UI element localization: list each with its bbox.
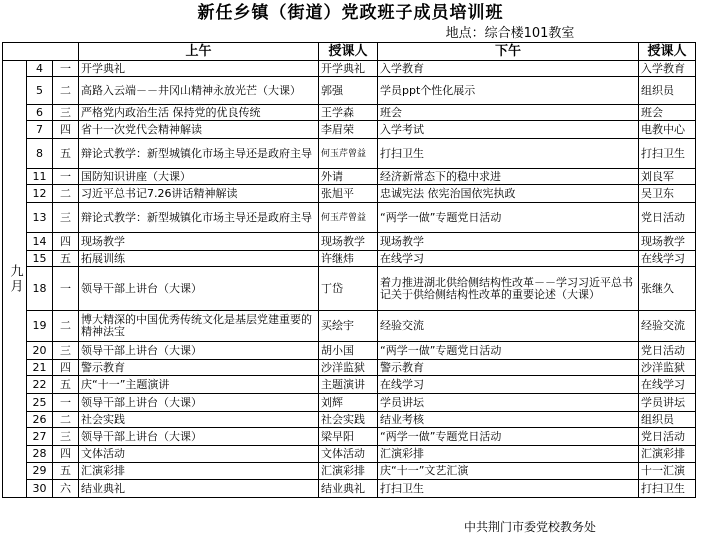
weekday-cell: 一	[53, 169, 79, 185]
am-teacher-cell: 李眉荣	[319, 121, 378, 139]
pm-course-cell: 打扫卫生	[378, 480, 639, 498]
weekday-cell: 一	[53, 394, 79, 412]
pm-teacher-cell: 张继久	[639, 267, 696, 311]
table-row	[3, 233, 696, 251]
table-row	[3, 412, 696, 428]
am-teacher-cell: 汇演彩排	[319, 463, 378, 480]
pm-teacher-cell: 学员讲坛	[639, 394, 696, 412]
pm-course-cell: 现场教学	[378, 233, 639, 251]
am-course-cell: 高路入云端－－井冈山精神永放光芒（大课）	[79, 77, 319, 105]
am-course-cell: 国防知识讲座（大课）	[79, 169, 319, 185]
am-course-cell: 领导干部上讲台（大课）	[79, 342, 319, 360]
pm-course-cell: 忠诚宪法 依宪治国依宪执政	[378, 185, 639, 203]
header-pm: 下午	[378, 43, 639, 61]
weekday-cell: 二	[53, 311, 79, 342]
day-cell: 13	[27, 203, 53, 233]
pm-course-cell: 经验交流	[378, 311, 639, 342]
table-row	[3, 394, 696, 412]
am-teacher-cell: 社会实践	[319, 412, 378, 428]
table-row	[3, 376, 696, 394]
pm-teacher-cell: 党日活动	[639, 428, 696, 446]
weekday-cell: 三	[53, 105, 79, 121]
header-row	[3, 43, 696, 61]
am-teacher-cell: 结业典礼	[319, 480, 378, 498]
pm-course-cell: 汇演彩排	[378, 446, 639, 463]
schedule-table	[2, 42, 696, 498]
table-row	[3, 360, 696, 376]
table-row	[3, 139, 696, 169]
pm-teacher-cell: 组织员	[639, 77, 696, 105]
weekday-cell: 二	[53, 77, 79, 105]
day-cell: 27	[27, 428, 53, 446]
weekday-cell: 五	[53, 376, 79, 394]
am-course-cell: 严格党内政治生活 保持党的优良传统	[79, 105, 319, 121]
day-cell: 8	[27, 139, 53, 169]
pm-teacher-cell: 班会	[639, 105, 696, 121]
am-teacher-cell: 文体活动	[319, 446, 378, 463]
pm-teacher-cell: 现场教学	[639, 233, 696, 251]
month-cell: 九月	[3, 61, 27, 498]
table-row	[3, 428, 696, 446]
pm-course-cell: 打扫卫生	[378, 139, 639, 169]
pm-teacher-cell: 入学教育	[639, 61, 696, 77]
weekday-cell: 四	[53, 233, 79, 251]
am-course-cell: 习近平总书记7.26讲话精神解读	[79, 185, 319, 203]
weekday-cell: 四	[53, 360, 79, 376]
am-teacher-cell: 开学典礼	[319, 61, 378, 77]
am-course-cell: 社会实践	[79, 412, 319, 428]
am-teacher-cell: 沙洋监狱	[319, 360, 378, 376]
pm-course-cell: “两学一做”专题党日活动	[378, 342, 639, 360]
table-row	[3, 185, 696, 203]
pm-course-cell: “两学一做”专题党日活动	[378, 203, 639, 233]
table-row	[3, 61, 696, 77]
day-cell: 19	[27, 311, 53, 342]
table-row	[3, 267, 696, 311]
table-row	[3, 121, 696, 139]
table-row	[3, 169, 696, 185]
table-row	[3, 463, 696, 480]
pm-teacher-cell: 吴卫东	[639, 185, 696, 203]
day-cell: 29	[27, 463, 53, 480]
weekday-cell: 五	[53, 251, 79, 267]
pm-teacher-cell: 在线学习	[639, 251, 696, 267]
sheet-title: 新任乡镇（街道）党政班子成员培训班	[197, 3, 504, 23]
am-teacher-cell: 胡小国	[319, 342, 378, 360]
am-course-cell: 汇演彩排	[79, 463, 319, 480]
am-teacher-cell: 何玉芹曾益	[319, 203, 378, 233]
am-teacher-cell: 现场教学	[319, 233, 378, 251]
pm-teacher-cell: 经验交流	[639, 311, 696, 342]
pm-course-cell: 着力推进湖北供给侧结构性改革－－学习习近平总书记关于供给侧结构性改革的重要论述（大课）	[378, 267, 639, 311]
pm-teacher-cell: 刘良军	[639, 169, 696, 185]
am-course-cell: 省十一次党代会精神解读	[79, 121, 319, 139]
pm-teacher-cell: 汇演彩排	[639, 446, 696, 463]
pm-course-cell: 入学教育	[378, 61, 639, 77]
table-row	[3, 480, 696, 498]
am-course-cell: 庆“十一”主题演讲	[79, 376, 319, 394]
location-label: 地点：综合楼101教室	[445, 26, 575, 41]
day-cell: 15	[27, 251, 53, 267]
pm-course-cell: 经济新常态下的稳中求进	[378, 169, 639, 185]
weekday-cell: 三	[53, 428, 79, 446]
pm-course-cell: 庆“十一”文艺汇演	[378, 463, 639, 480]
am-teacher-cell: 外请	[319, 169, 378, 185]
weekday-cell: 五	[53, 139, 79, 169]
footer-org: 中共荆门市委党校教务处	[463, 520, 596, 534]
weekday-cell: 三	[53, 203, 79, 233]
day-cell: 7	[27, 121, 53, 139]
table-row	[3, 311, 696, 342]
pm-course-cell: 警示教育	[378, 360, 639, 376]
day-cell: 20	[27, 342, 53, 360]
pm-course-cell: 在线学习	[378, 376, 639, 394]
day-cell: 26	[27, 412, 53, 428]
pm-teacher-cell: 沙洋监狱	[639, 360, 696, 376]
pm-course-cell: 班会	[378, 105, 639, 121]
am-teacher-cell: 郭强	[319, 77, 378, 105]
weekday-cell: 三	[53, 342, 79, 360]
table-row	[3, 203, 696, 233]
am-teacher-cell: 梁早阳	[319, 428, 378, 446]
day-cell: 4	[27, 61, 53, 77]
weekday-cell: 一	[53, 61, 79, 77]
header-pm-teacher: 授课人	[639, 43, 696, 61]
am-teacher-cell: 许继炜	[319, 251, 378, 267]
table-row	[3, 105, 696, 121]
day-cell: 18	[27, 267, 53, 311]
pm-teacher-cell: 在线学习	[639, 376, 696, 394]
pm-course-cell: 结业考核	[378, 412, 639, 428]
day-cell: 12	[27, 185, 53, 203]
weekday-cell: 六	[53, 480, 79, 498]
pm-teacher-cell: 电教中心	[639, 121, 696, 139]
header-am-teacher: 授课人	[319, 43, 378, 61]
weekday-cell: 五	[53, 463, 79, 480]
am-course-cell: 辩论式教学：新型城镇化市场主导还是政府主导	[79, 203, 319, 233]
pm-teacher-cell: 组织员	[639, 412, 696, 428]
am-teacher-cell: 主题演讲	[319, 376, 378, 394]
weekday-cell: 四	[53, 121, 79, 139]
pm-course-cell: 学员ppt个性化展示	[378, 77, 639, 105]
am-teacher-cell: 何玉芹曾益	[319, 139, 378, 169]
pm-teacher-cell: 打扫卫生	[639, 139, 696, 169]
am-course-cell: 开学典礼	[79, 61, 319, 77]
am-course-cell: 现场教学	[79, 233, 319, 251]
table-row	[3, 251, 696, 267]
header-am: 上午	[79, 43, 319, 61]
pm-course-cell: “两学一做”专题党日活动	[378, 428, 639, 446]
am-course-cell: 拓展训练	[79, 251, 319, 267]
table-row	[3, 342, 696, 360]
header-blank	[3, 43, 79, 61]
am-teacher-cell: 王学森	[319, 105, 378, 121]
pm-teacher-cell: 党日活动	[639, 342, 696, 360]
pm-course-cell: 在线学习	[378, 251, 639, 267]
day-cell: 6	[27, 105, 53, 121]
am-teacher-cell: 张旭平	[319, 185, 378, 203]
day-cell: 30	[27, 480, 53, 498]
am-course-cell: 领导干部上讲台（大课）	[79, 428, 319, 446]
day-cell: 5	[27, 77, 53, 105]
table-row	[3, 77, 696, 105]
am-course-cell: 领导干部上讲台（大课）	[79, 267, 319, 311]
weekday-cell: 四	[53, 446, 79, 463]
day-cell: 11	[27, 169, 53, 185]
pm-teacher-cell: 十一汇演	[639, 463, 696, 480]
pm-course-cell: 入学考试	[378, 121, 639, 139]
am-course-cell: 文体活动	[79, 446, 319, 463]
weekday-cell: 二	[53, 412, 79, 428]
day-cell: 28	[27, 446, 53, 463]
am-course-cell: 警示教育	[79, 360, 319, 376]
am-course-cell: 辩论式教学：新型城镇化市场主导还是政府主导	[79, 139, 319, 169]
day-cell: 22	[27, 376, 53, 394]
am-teacher-cell: 刘辉	[319, 394, 378, 412]
am-teacher-cell: 买绘宇	[319, 311, 378, 342]
pm-course-cell: 学员讲坛	[378, 394, 639, 412]
day-cell: 25	[27, 394, 53, 412]
day-cell: 14	[27, 233, 53, 251]
am-course-cell: 博大精深的中国优秀传统文化是基层党建重要的精神法宝	[79, 311, 319, 342]
pm-teacher-cell: 打扫卫生	[639, 480, 696, 498]
weekday-cell: 一	[53, 267, 79, 311]
am-teacher-cell: 丁岱	[319, 267, 378, 311]
am-course-cell: 领导干部上讲台（大课）	[79, 394, 319, 412]
am-course-cell: 结业典礼	[79, 480, 319, 498]
table-row	[3, 446, 696, 463]
weekday-cell: 二	[53, 185, 79, 203]
day-cell: 21	[27, 360, 53, 376]
pm-teacher-cell: 党日活动	[639, 203, 696, 233]
